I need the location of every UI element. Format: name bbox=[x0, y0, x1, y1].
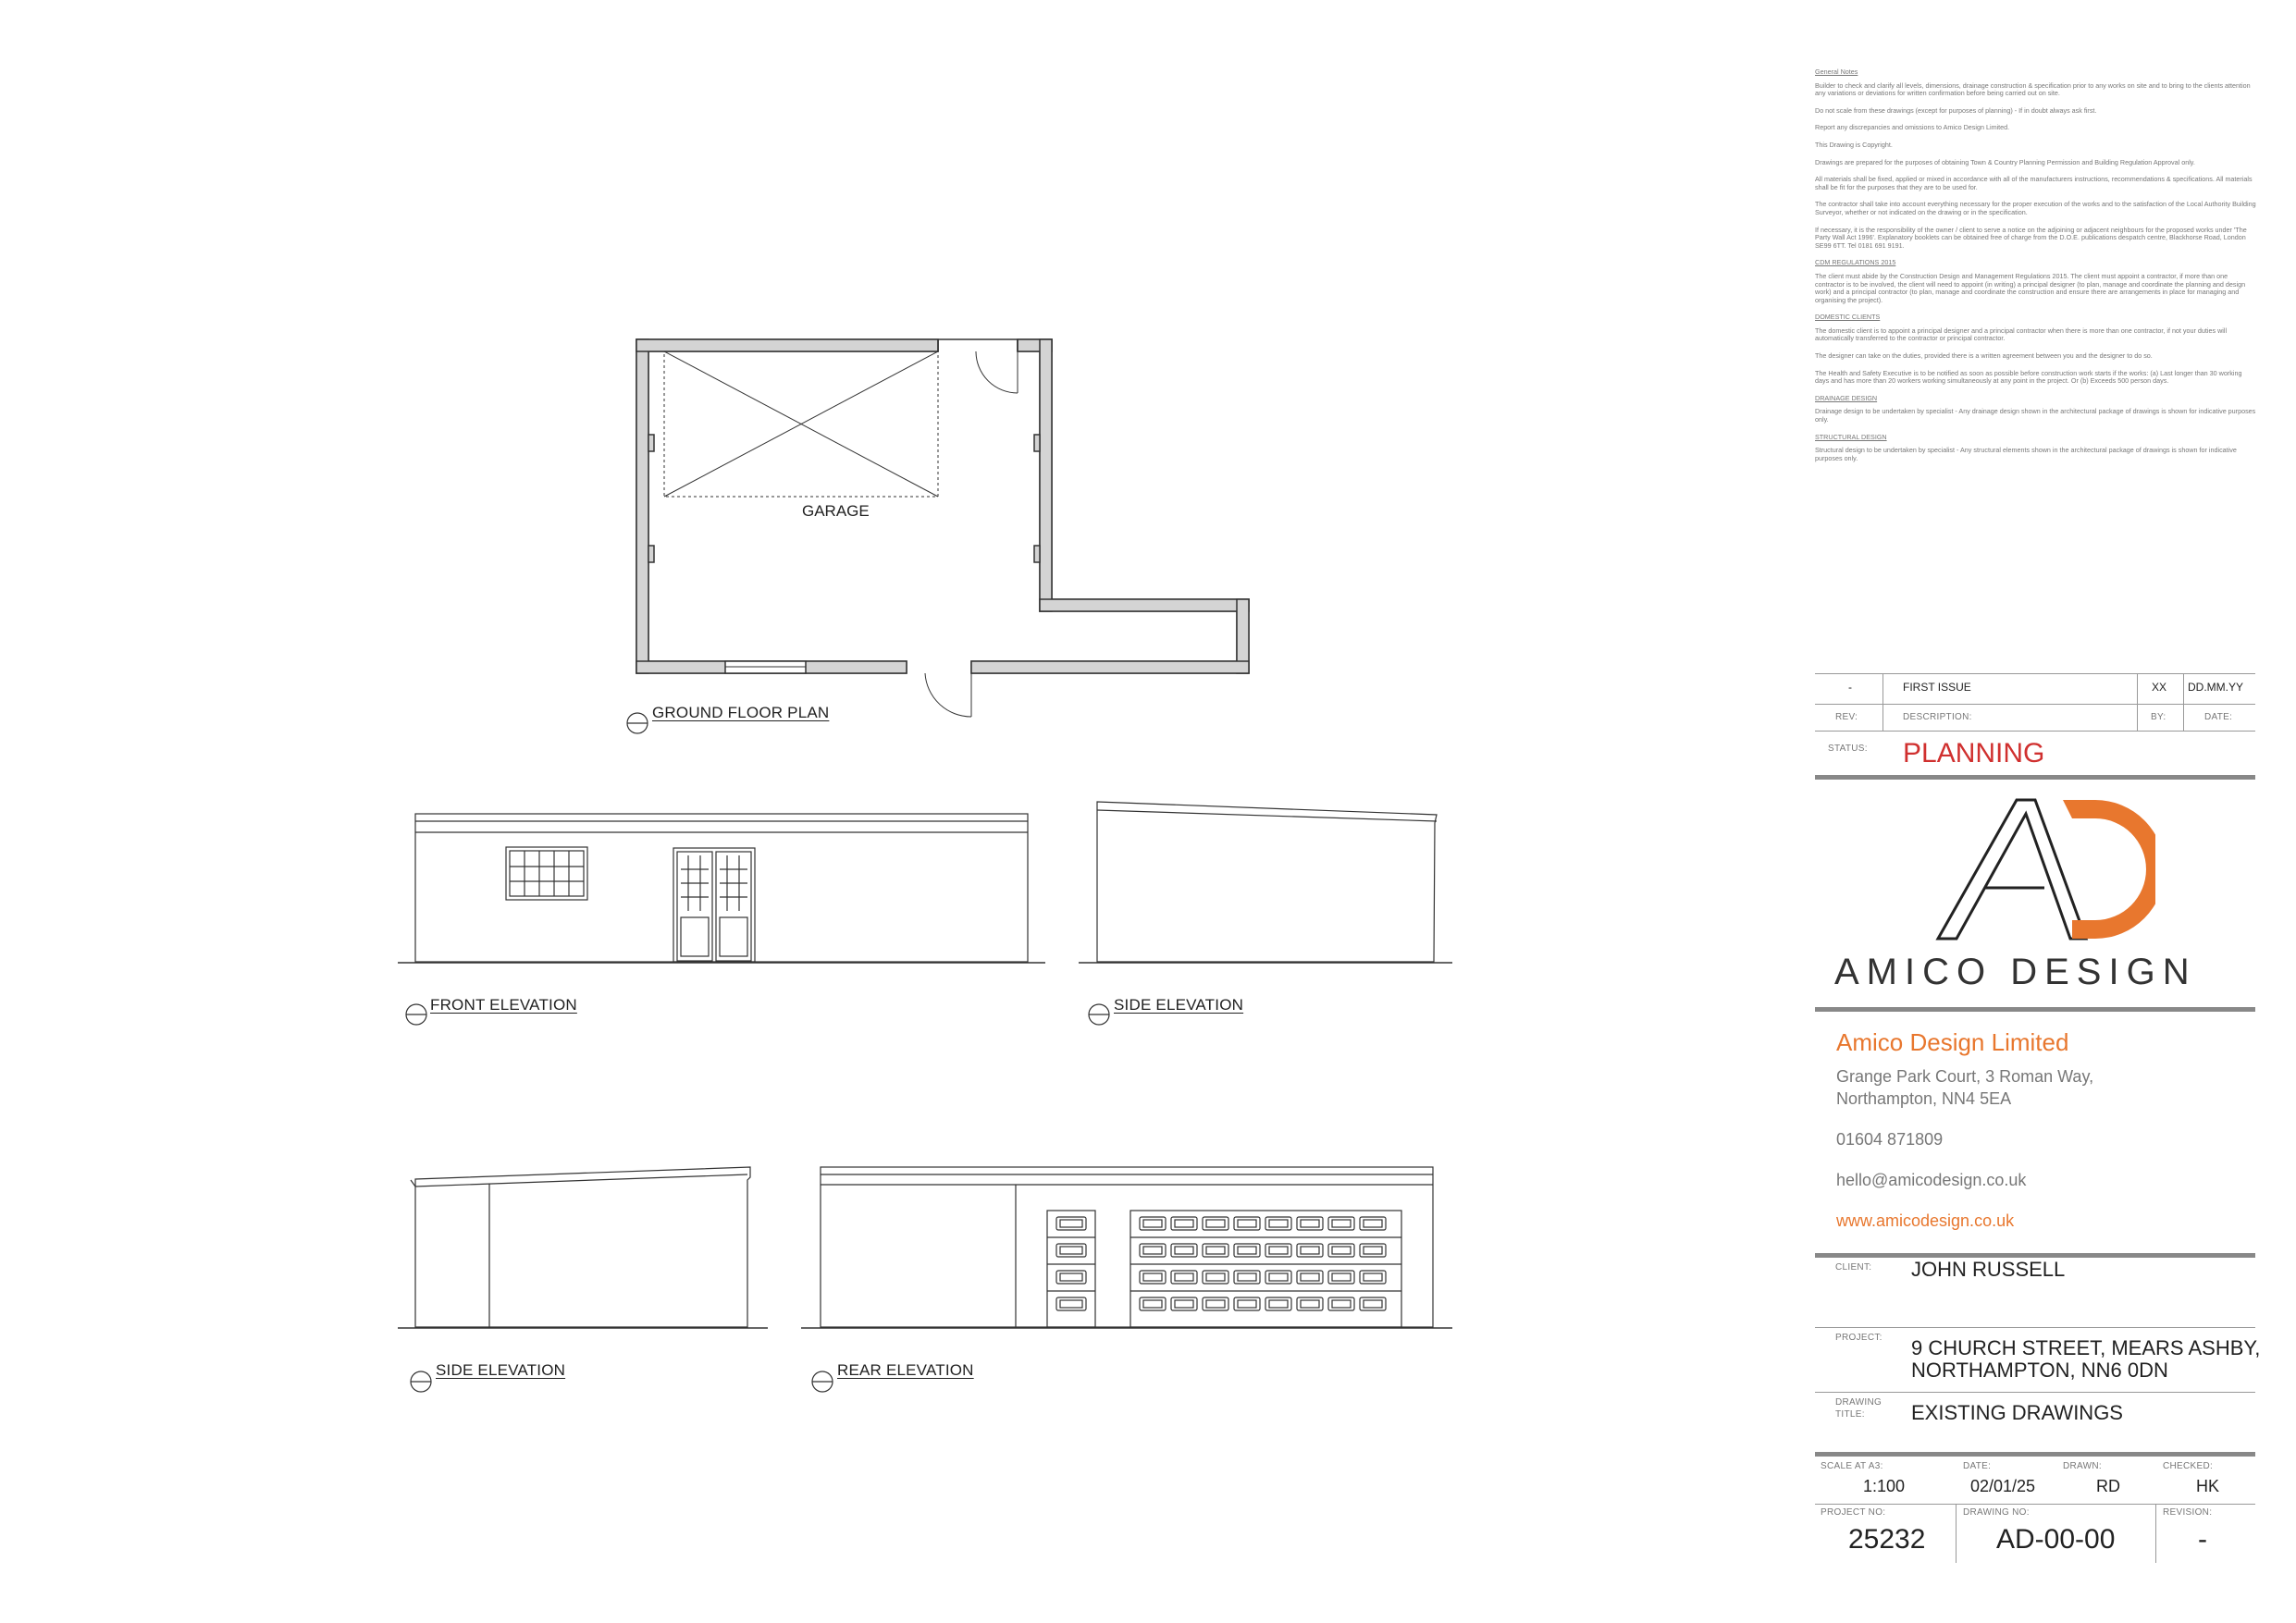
notes-heading: DOMESTIC CLIENTS bbox=[1815, 313, 1881, 322]
project-no-label: PROJECT NO: bbox=[1821, 1507, 1886, 1518]
client-value: JOHN RUSSELL bbox=[1911, 1258, 2066, 1281]
front-elevation-title: FRONT ELEVATION bbox=[430, 996, 577, 1014]
side-elevation-title: SIDE ELEVATION bbox=[1114, 996, 1244, 1014]
note: The domestic client is to appoint a principal designer and a principal contractor when there is more than one contractor, if not your duties will automatically transferred to the contractor or principal contractor. bbox=[1815, 326, 2228, 343]
note: All materials shall be fixed, applied or mixed in accordance with all of the manufacturers instructions, recommendations & specifications. All materials shall be fit for the purposes that they are to be used for. bbox=[1815, 175, 2253, 191]
company-email[interactable]: hello@amicodesign.co.uk bbox=[1836, 1171, 2027, 1189]
plan-walls bbox=[636, 339, 1249, 673]
ground-floor-plan-title: GROUND FLOOR PLAN bbox=[652, 704, 830, 721]
checked-value: HK bbox=[2196, 1477, 2220, 1495]
note: Structural design to be undertaken by specialist - Any structural elements shown in the architectural package of drawings is shown for indicative purposes only. bbox=[1815, 446, 2237, 462]
ground-floor-plan bbox=[636, 339, 1249, 717]
revision-label: REVISION: bbox=[2163, 1507, 2213, 1518]
company-website[interactable]: www.amicodesign.co.uk bbox=[1836, 1211, 2015, 1230]
by-label: BY: bbox=[2151, 712, 2166, 722]
project-line-1: 9 CHURCH STREET, MEARS ASHBY, bbox=[1911, 1336, 2261, 1359]
front-elevation bbox=[398, 814, 1045, 963]
rear-elevation bbox=[801, 1167, 1452, 1328]
notes-heading: DRAINAGE DESIGN bbox=[1815, 393, 1878, 402]
note: Drainage design to be undertaken by specialist - Any drainage design shown in the architectural package of drawings is shown for indicative purposes only. bbox=[1815, 407, 2256, 424]
drawing-no-label: DRAWING NO: bbox=[1963, 1507, 2030, 1518]
garage-label: GARAGE bbox=[802, 502, 870, 520]
revision-date: DD.MM.YY bbox=[2188, 681, 2243, 694]
notes-heading: STRUCTURAL DESIGN bbox=[1815, 432, 1887, 441]
status-value: PLANNING bbox=[1903, 738, 2045, 768]
project-label: PROJECT: bbox=[1835, 1333, 1882, 1343]
side-elevation-title: SIDE ELEVATION bbox=[436, 1361, 566, 1379]
revision-value: - bbox=[2198, 1524, 2207, 1555]
company-phone: 01604 871809 bbox=[1836, 1130, 1944, 1149]
note: Builder to check and clarify all levels, dimensions, drainage construction & specification prior to any works on site and to bring to the clients attention any variations or deviations for written confirmation before being carried out on site. bbox=[1815, 80, 2251, 98]
note: The designer can take on the duties, provided there is a written agreement between you and the designer to do so. bbox=[1815, 351, 2153, 361]
date-meta-label: DATE: bbox=[1963, 1461, 1992, 1471]
drawing-title-label: DRAWING bbox=[1835, 1397, 1882, 1408]
note: This Drawing is Copyright. bbox=[1815, 140, 1893, 149]
notes-heading: CDM REGULATIONS 2015 bbox=[1815, 258, 1896, 267]
side-elevation-1 bbox=[1079, 802, 1452, 963]
logo-wordmark: AMICO DESIGN bbox=[1834, 952, 2197, 992]
note: The contractor shall take into account everything necessary for the proper execution of the works and to the satisfaction of the Local Authority Building Surveyor, whether or not indicated on the drawing or in the specification. bbox=[1815, 200, 2256, 216]
status-label: STATUS: bbox=[1828, 744, 1868, 754]
drawing-no-value: AD-00-00 bbox=[1996, 1524, 2116, 1555]
rev-label: REV: bbox=[1835, 712, 1858, 722]
date-meta-value: 02/01/25 bbox=[1970, 1477, 2036, 1495]
client-label: CLIENT: bbox=[1835, 1262, 1872, 1273]
notes-heading: General Notes bbox=[1815, 68, 1858, 76]
scale-value: 1:100 bbox=[1863, 1477, 1906, 1495]
drawn-label: DRAWN: bbox=[2063, 1461, 2102, 1471]
date-label: DATE: bbox=[2204, 712, 2233, 722]
amico-design-logo bbox=[1933, 795, 2155, 943]
revision-description: FIRST ISSUE bbox=[1903, 681, 1971, 694]
rear-elevation-title: REAR ELEVATION bbox=[837, 1361, 974, 1379]
company-name: Amico Design Limited bbox=[1836, 1028, 2069, 1056]
note: The client must abide by the Construction Design and Management Regulations 2015. The client must appoint a contractor, if more than one contractor is to be involved, the client will need to appoint (in writing) a principal designer (to plan, manage and coordinate the planning and design work) and a principal contractor (to plan, manage and coordinate the construction and ensure there are arrangements in place for managing and organising the project). bbox=[1815, 271, 2246, 304]
drawn-value: RD bbox=[2096, 1477, 2120, 1495]
drawing-title-value: EXISTING DRAWINGS bbox=[1911, 1401, 2123, 1424]
project-line-2: NORTHAMPTON, NN6 0DN bbox=[1911, 1359, 2168, 1382]
revision-rev: - bbox=[1848, 681, 1852, 694]
note: Drawings are prepared for the purposes of obtaining Town & Country Planning Permission and Building Regulation Approval only. bbox=[1815, 157, 2195, 166]
note: Report any discrepancies and omissions to Amico Design Limited. bbox=[1815, 123, 2010, 132]
note: If necessary, it is the responsibility of the owner / client to serve a notice on the adjoining or adjacent neighbours for the proposed works under 'The Party Wall Act 1996'. Explanatory booklets can be obtained free of charge from the D.O.E. publications despatch centre, Blackhorse Road, London SE99 6TT. Tel 0181 691 9191. bbox=[1815, 225, 2247, 250]
general-notes bbox=[1815, 63, 2257, 472]
section-markers bbox=[406, 713, 1109, 1392]
revision-by: XX bbox=[2152, 681, 2167, 694]
note: Do not scale from these drawings (except for purposes of planning) - If in doubt always ask first. bbox=[1815, 105, 2097, 115]
drawing-title-label: TITLE: bbox=[1835, 1409, 1865, 1420]
checked-label: CHECKED: bbox=[2163, 1461, 2214, 1471]
note: The Health and Safety Executive is to be notified as soon as possible before construction work starts if the works: (a) Last longer than 30 working days and has more than 20 workers working simultaneously at any point in the project. Or (b) Exceeds 500 person days. bbox=[1815, 368, 2242, 386]
side-elevation-2 bbox=[398, 1167, 768, 1328]
company-address-2: Northampton, NN4 5EA bbox=[1836, 1089, 2012, 1108]
project-no-value: 25232 bbox=[1848, 1524, 1926, 1555]
description-label: DESCRIPTION: bbox=[1903, 712, 1972, 722]
company-address-1: Grange Park Court, 3 Roman Way, bbox=[1836, 1067, 2094, 1086]
scale-label: SCALE AT A3: bbox=[1821, 1461, 1883, 1471]
